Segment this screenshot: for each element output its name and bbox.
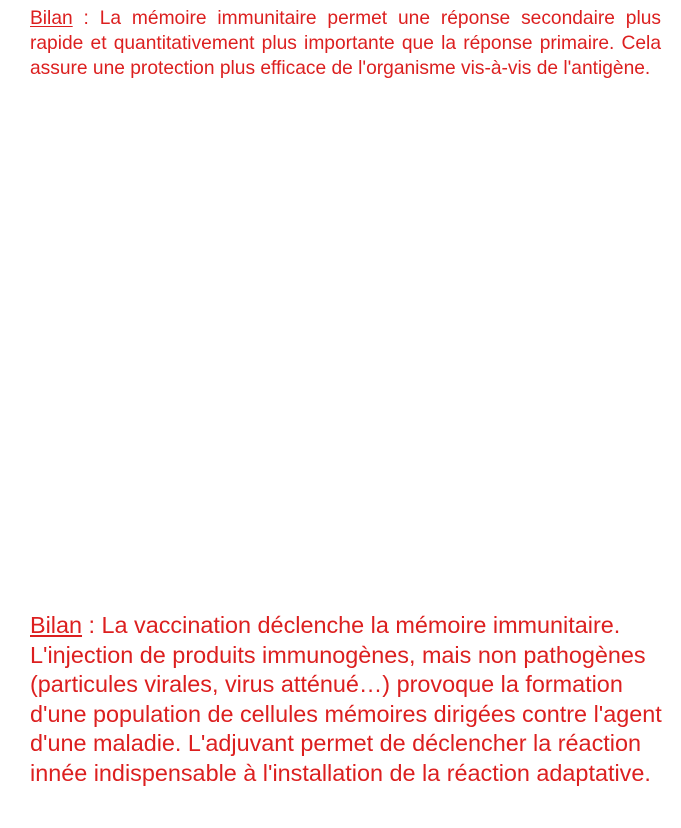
bilan-text: : La mémoire immunitaire permet une réponse secondaire plus rapide et quantitativement plus importante que la réponse primaire. Cela assure une protection plus efficace de l'organisme vis-à-vis de l'antigène. <box>30 8 661 80</box>
bilan-paragraph-memory <box>30 6 661 82</box>
bilan-paragraph-vaccination <box>30 611 670 788</box>
bilan-label: Bilan <box>30 8 73 29</box>
bilan-text: : La vaccination déclenche la mémoire immunitaire. L'injection de produits immunogènes, mais non pathogènes (particules virales, virus atténué…) provoque la formation d'une population de cellules mémoires dirigées contre l'agent d'une maladie. L'adjuvant permet de déclencher la réaction innée indispensable à l'installation de la réaction adaptative. <box>30 612 662 786</box>
bilan-label: Bilan <box>30 612 83 638</box>
